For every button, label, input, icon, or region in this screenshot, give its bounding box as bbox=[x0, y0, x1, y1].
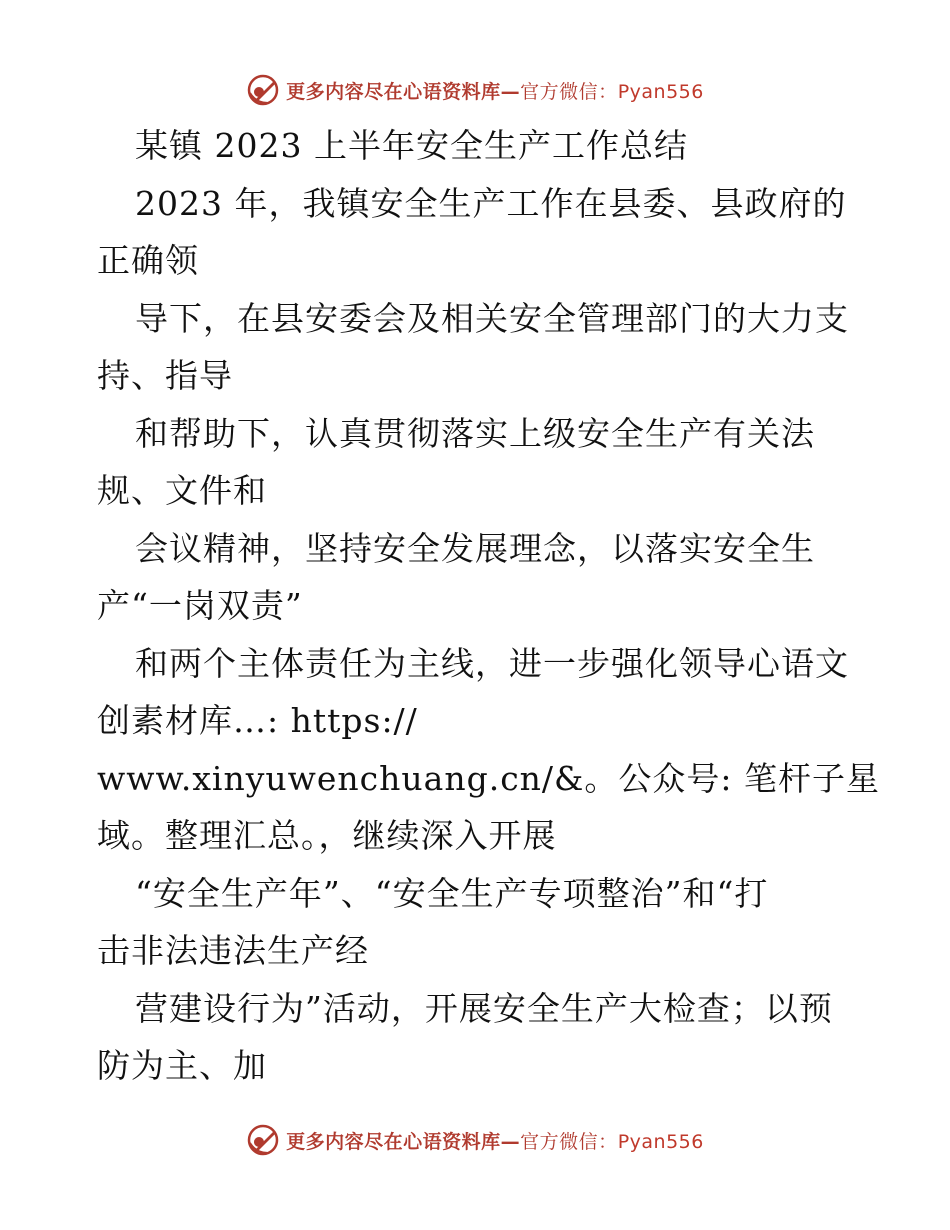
banner-dash: — bbox=[500, 1130, 521, 1153]
banner-official-label: 官方微信 bbox=[520, 1130, 599, 1153]
paragraph-line: 防为主、加 bbox=[97, 1046, 267, 1085]
paragraph-line: 创素材库…: https:// bbox=[97, 701, 418, 740]
banner-main-text: 更多内容尽在心语资料库 bbox=[286, 80, 501, 103]
banner-text bbox=[286, 1127, 704, 1154]
banner-colon: ： bbox=[598, 1130, 618, 1153]
banner-main-text: 更多内容尽在心语资料库 bbox=[286, 1130, 501, 1153]
banner-text bbox=[286, 77, 704, 104]
pen-circle-logo-icon bbox=[246, 73, 280, 107]
paragraph-line: 和两个主体责任为主线，进一步强化领导心语文 bbox=[135, 643, 849, 683]
paragraph-line: 持、指导 bbox=[97, 356, 233, 395]
paragraph-line: 和帮助下，认真贯彻落实上级安全生产有关法 bbox=[135, 413, 815, 453]
paragraph-line: www.xinyuwenchuang.cn/&。公众号: 笔杆子星 bbox=[97, 758, 881, 798]
paragraph-line: 规、文件和 bbox=[97, 471, 267, 510]
banner-dash: — bbox=[500, 80, 521, 103]
header-banner bbox=[0, 70, 950, 110]
paragraph-line: 2023 年，我镇安全生产工作在县委、县政府的 bbox=[135, 183, 847, 223]
banner-wechat-id: Pyan556 bbox=[617, 1130, 704, 1153]
document-body bbox=[97, 117, 881, 1095]
footer-banner bbox=[0, 1120, 950, 1160]
banner-official-label: 官方微信 bbox=[520, 80, 599, 103]
paragraph-line: 正确领 bbox=[97, 241, 199, 280]
paragraph-line: 营建设行为”活动，开展安全生产大检查；以预 bbox=[135, 988, 833, 1028]
paragraph-line: 会议精神，坚持安全发展理念，以落实安全生 bbox=[135, 528, 815, 568]
paragraph-line: “安全生产年”、“安全生产专项整治”和“打 bbox=[135, 873, 769, 913]
paragraph-line: 导下，在县安委会及相关安全管理部门的大力支 bbox=[135, 298, 849, 338]
pen-circle-logo-icon bbox=[246, 1123, 280, 1157]
paragraph-line: 产“一岗双责” bbox=[97, 586, 303, 625]
paragraph-line: 击非法违法生产经 bbox=[97, 931, 369, 970]
document-title: 某镇 2023 上半年安全生产工作总结 bbox=[135, 126, 688, 165]
banner-colon: ： bbox=[598, 80, 618, 103]
paragraph-line: 域。整理汇总。，继续深入开展 bbox=[97, 816, 557, 855]
banner-wechat-id: Pyan556 bbox=[617, 80, 704, 103]
